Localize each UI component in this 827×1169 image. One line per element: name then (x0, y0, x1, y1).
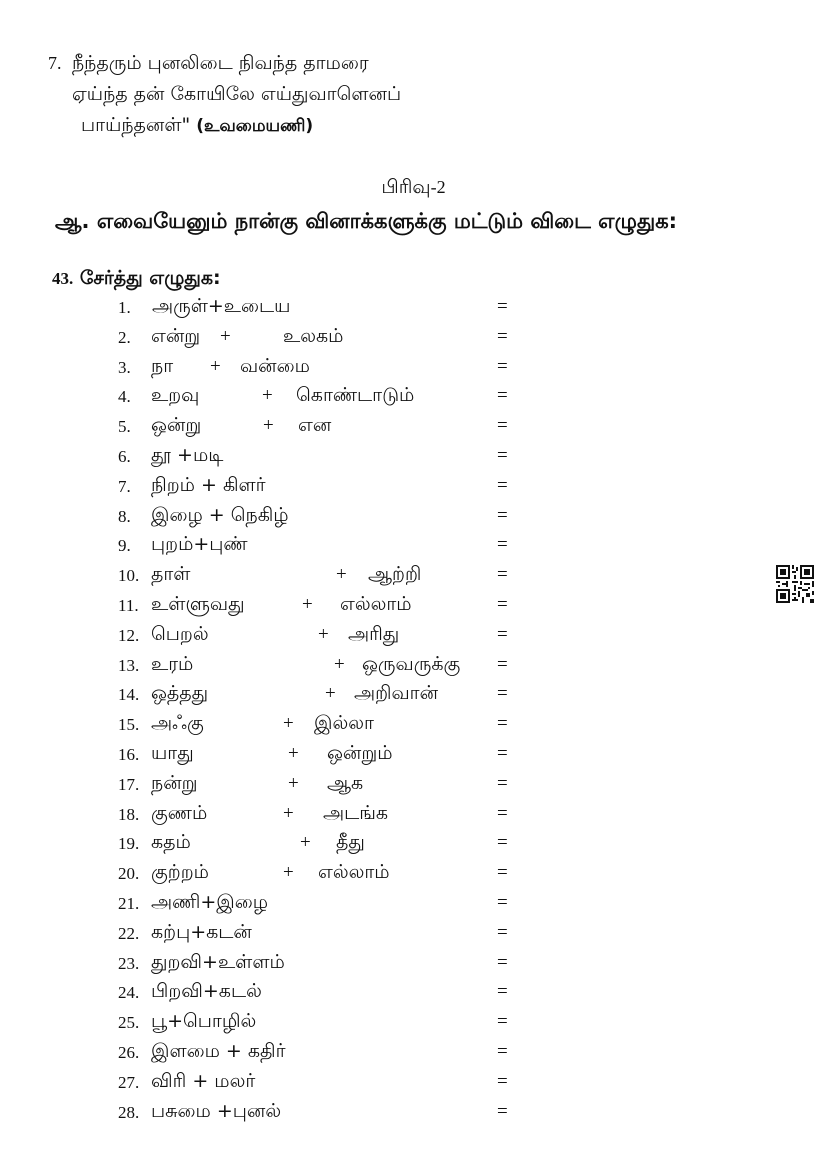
item-number: 11. (118, 595, 139, 615)
item-first-word: புறம்+புண் (151, 533, 248, 556)
item-first-word: அருள்+உடைய (152, 295, 291, 317)
item-number: 22. (118, 923, 140, 943)
item-second-word: அறிவான் (354, 682, 438, 705)
question-heading (52, 267, 221, 292)
item-first-word: குணம் (151, 801, 208, 824)
poem-line-3-text: பாய்ந்தனள்" (81, 114, 197, 136)
list-item (0, 771, 827, 801)
item-number: 12. (118, 625, 140, 645)
item-number: 3. (118, 357, 131, 377)
poem-number: 7. (48, 53, 62, 73)
list-item (0, 532, 827, 562)
item-first-word: நிறம் + கிளர் (151, 473, 266, 496)
list-item (0, 950, 827, 980)
item-first-word: பூ+பொழில் (151, 1010, 257, 1033)
list-item (0, 294, 827, 324)
item-equals-sign: = (497, 772, 508, 794)
item-second-word: தீது (336, 831, 365, 854)
qr-code-icon (776, 565, 814, 603)
instruction-text: ஆ. எவையேனும் நான்கு வினாக்களுக்கு மட்டும் விடை எழுதுக: (55, 209, 678, 233)
item-equals-sign: = (497, 534, 508, 556)
item-second-word: ஆக (327, 771, 364, 794)
item-first-word: ஒன்று (151, 414, 202, 437)
list-item (0, 592, 827, 622)
item-first-word: யாது (151, 741, 194, 764)
item-second-word: ஆற்றி (368, 563, 422, 586)
poem-line-3 (48, 110, 401, 142)
item-equals-sign: = (497, 832, 508, 854)
list-item (0, 920, 827, 950)
item-equals-sign: = (497, 415, 508, 437)
item-number: 20. (118, 864, 140, 884)
item-number: 26. (118, 1042, 140, 1062)
item-second-word: அரிது (348, 622, 400, 645)
item-plus-sign: + (288, 772, 299, 794)
section-title (0, 176, 827, 201)
item-number: 24. (118, 983, 140, 1003)
item-first-word: ஒத்தது (151, 682, 209, 705)
item-plus-sign: + (302, 593, 313, 615)
item-first-word: இளமை + கதிர் (151, 1039, 286, 1062)
item-first-word: துறவி+உள்ளம் (151, 950, 285, 973)
item-first-word: என்று (151, 324, 201, 347)
item-number: 14. (118, 685, 140, 705)
item-equals-sign: = (497, 355, 508, 377)
item-equals-sign: = (497, 891, 508, 913)
section-number: -2 (430, 177, 446, 197)
item-first-word: பிறவி+கடல் (151, 980, 262, 1003)
item-number: 17. (118, 774, 140, 794)
list-item (0, 622, 827, 652)
item-equals-sign: = (497, 1070, 508, 1092)
list-item (0, 324, 827, 354)
item-plus-sign: + (318, 623, 329, 645)
list-item (0, 652, 827, 682)
item-second-word: என (298, 414, 332, 437)
item-number: 18. (118, 804, 140, 824)
item-number: 8. (118, 506, 131, 526)
item-number: 15. (118, 715, 140, 735)
item-first-word: இழை + நெகிழ் (151, 503, 289, 526)
item-second-word: எல்லாம் (340, 592, 412, 615)
question-title: சேர்த்து எழுதுக: (79, 267, 221, 289)
item-equals-sign: = (497, 742, 508, 764)
item-plus-sign: + (262, 385, 273, 407)
item-second-word: அடங்க (323, 801, 389, 824)
item-first-word: கற்பு+கடன் (151, 920, 252, 943)
item-number: 6. (118, 446, 131, 466)
item-first-word: தூ +மடி (151, 443, 224, 466)
item-second-word: கொண்டாடும் (296, 384, 415, 407)
item-plus-sign: + (336, 564, 347, 586)
item-first-word: தாள் (151, 563, 191, 586)
item-number: 9. (118, 536, 131, 556)
item-equals-sign: = (497, 981, 508, 1003)
item-equals-sign: = (497, 385, 508, 407)
list-item (0, 1069, 827, 1099)
item-plus-sign: + (283, 862, 294, 884)
item-equals-sign: = (497, 1011, 508, 1033)
item-plus-sign: + (220, 325, 231, 347)
item-plus-sign: + (288, 742, 299, 764)
list-item (0, 354, 827, 384)
item-number: 7. (118, 476, 131, 496)
item-first-word: நன்று (151, 771, 198, 794)
item-number: 10. (118, 566, 140, 586)
list-item (0, 1009, 827, 1039)
item-number: 23. (118, 953, 140, 973)
poem-line-2: ஏய்ந்த தன் கோயிலே எய்துவாளெனப் (72, 83, 402, 105)
item-equals-sign: = (497, 921, 508, 943)
item-second-word: உலகம் (283, 324, 344, 347)
list-item (0, 1039, 827, 1069)
item-equals-sign: = (497, 564, 508, 586)
item-equals-sign: = (497, 683, 508, 705)
item-equals-sign: = (497, 444, 508, 466)
question-number: 43. (52, 269, 74, 288)
list-item (0, 801, 827, 831)
item-first-word: விரி + மலர் (151, 1069, 256, 1092)
item-first-word: கதம் (151, 831, 191, 854)
item-first-word: நா (151, 354, 174, 377)
list-item (0, 413, 827, 443)
item-equals-sign: = (497, 296, 508, 317)
item-equals-sign: = (497, 474, 508, 496)
item-equals-sign: = (497, 862, 508, 884)
item-equals-sign: = (497, 593, 508, 615)
item-number: 21. (118, 893, 140, 913)
item-plus-sign: + (300, 832, 311, 854)
item-first-word: உறவு (151, 384, 200, 407)
item-equals-sign: = (497, 1100, 508, 1122)
list-item (0, 1099, 827, 1129)
item-number: 25. (118, 1013, 140, 1033)
item-number: 5. (118, 417, 131, 437)
list-item (0, 443, 827, 473)
item-number: 19. (118, 834, 140, 854)
list-item (0, 979, 827, 1009)
item-first-word: அஃகு (151, 712, 204, 735)
list-item (0, 562, 827, 592)
item-first-word: உள்ளுவது (151, 592, 245, 615)
list-item (0, 681, 827, 711)
item-first-word: குற்றம் (151, 861, 209, 884)
poem-block (48, 48, 401, 142)
item-equals-sign: = (497, 951, 508, 973)
item-plus-sign: + (283, 802, 294, 824)
item-second-word: ஒன்றும் (327, 741, 393, 764)
item-second-word: வன்மை (240, 354, 310, 377)
item-plus-sign: + (283, 713, 294, 735)
list-item (0, 741, 827, 771)
item-second-word: ஒருவருக்கு (362, 652, 461, 675)
item-first-word: அணி+இழை (151, 890, 269, 913)
item-plus-sign: + (325, 683, 336, 705)
poem-figure-of-speech: (உவமையணி) (196, 116, 314, 136)
item-equals-sign: = (497, 802, 508, 824)
list-item (0, 473, 827, 503)
list-item (0, 830, 827, 860)
item-equals-sign: = (497, 1040, 508, 1062)
list-item (0, 860, 827, 890)
item-number: 27. (118, 1072, 140, 1092)
list-item (0, 711, 827, 741)
item-plus-sign: + (263, 415, 274, 437)
item-equals-sign: = (497, 623, 508, 645)
list-item (0, 890, 827, 920)
item-second-word: எல்லாம் (318, 861, 390, 884)
item-number: 28. (118, 1102, 140, 1122)
item-equals-sign: = (497, 504, 508, 526)
item-equals-sign: = (497, 653, 508, 675)
item-number: 1. (118, 298, 131, 317)
item-number: 4. (118, 387, 131, 407)
item-first-word: பெறல் (151, 622, 209, 645)
item-number: 2. (118, 327, 131, 347)
item-second-word: இல்லா (314, 712, 374, 735)
list-item (0, 383, 827, 413)
item-plus-sign: + (334, 653, 345, 675)
section-title-text: பிரிவு (381, 176, 431, 198)
item-plus-sign: + (210, 355, 221, 377)
poem-line-1 (48, 48, 401, 79)
item-first-word: உரம் (151, 652, 194, 675)
item-equals-sign: = (497, 325, 508, 347)
item-number: 16. (118, 744, 140, 764)
item-first-word: பசுமை +புனல் (151, 1099, 282, 1122)
exercise-list (0, 294, 827, 1128)
item-number: 13. (118, 655, 140, 675)
list-item (0, 503, 827, 533)
item-equals-sign: = (497, 713, 508, 735)
poem-line-1-text: நீந்தரும் புனலிடை நிவந்த தாமரை (72, 52, 369, 74)
